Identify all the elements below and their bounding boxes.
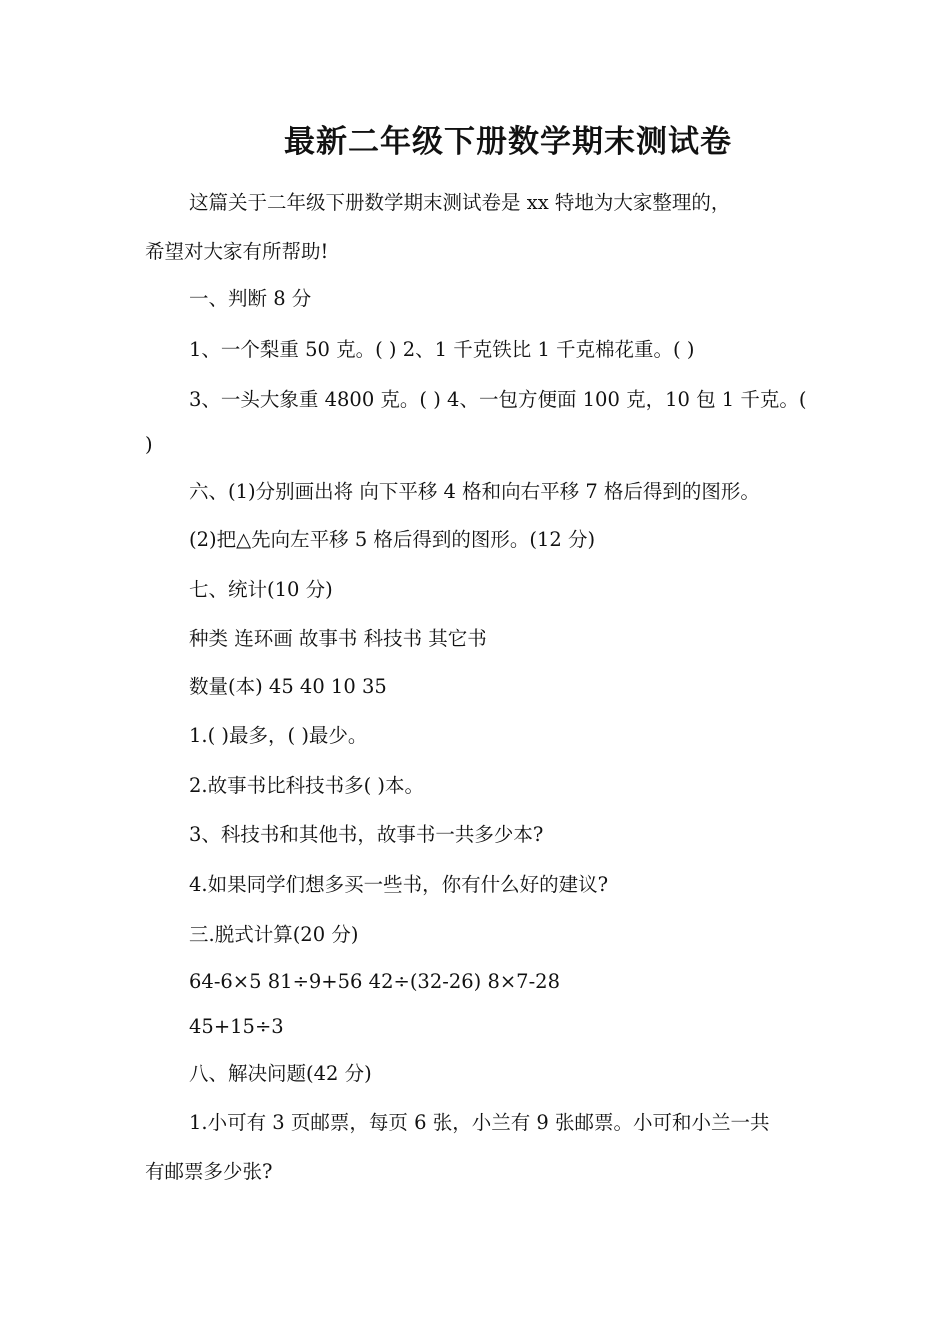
judge-question-3-4-continued: ) xyxy=(145,433,153,456)
stats-heading: 七、统计(10 分) xyxy=(189,578,333,601)
stats-question-2: 2.故事书比科技书多( )本。 xyxy=(189,774,425,797)
solve-heading: 八、解决问题(42 分) xyxy=(189,1062,372,1085)
calc-heading: 三.脱式计算(20 分) xyxy=(189,923,359,946)
calc-row-2: 45+15÷3 xyxy=(189,1015,284,1038)
page-title: 最新二年级下册数学期末测试卷 xyxy=(284,124,732,160)
solve-question-1-line-1: 1.小可有 3 页邮票，每页 6 张，小兰有 9 张邮票。小可和小兰一共 xyxy=(189,1111,770,1134)
stats-row-kinds: 种类 连环画 故事书 科技书 其它书 xyxy=(189,627,487,650)
section-six-line-1: 六、(1)分别画出将 向下平移 4 格和向右平移 7 格后得到的图形。 xyxy=(189,480,760,503)
judge-question-3-4: 3、一头大象重 4800 克。( ) 4、一包方便面 100 克，10 包 1 千克。( xyxy=(189,388,807,411)
solve-question-1-line-2: 有邮票多少张? xyxy=(145,1160,273,1183)
stats-question-3: 3、科技书和其他书，故事书一共多少本? xyxy=(189,823,544,846)
stats-question-1: 1.( )最多，( )最少。 xyxy=(189,724,368,747)
stats-row-counts: 数量(本) 45 40 10 35 xyxy=(189,675,387,698)
judge-heading: 一、判断 8 分 xyxy=(189,287,312,310)
intro-line-2: 希望对大家有所帮助! xyxy=(145,240,329,263)
intro-line-1: 这篇关于二年级下册数学期末测试卷是 xx 特地为大家整理的， xyxy=(189,191,731,214)
judge-question-1-2: 1、一个梨重 50 克。( ) 2、1 千克铁比 1 千克棉花重。( ) xyxy=(189,338,695,361)
calc-row-1: 64-6×5 81÷9+56 42÷(32-26) 8×7-28 xyxy=(189,970,560,993)
section-six-line-2: (2)把△先向左平移 5 格后得到的图形。(12 分) xyxy=(189,528,596,551)
stats-question-4: 4.如果同学们想多买一些书，你有什么好的建议? xyxy=(189,873,609,896)
